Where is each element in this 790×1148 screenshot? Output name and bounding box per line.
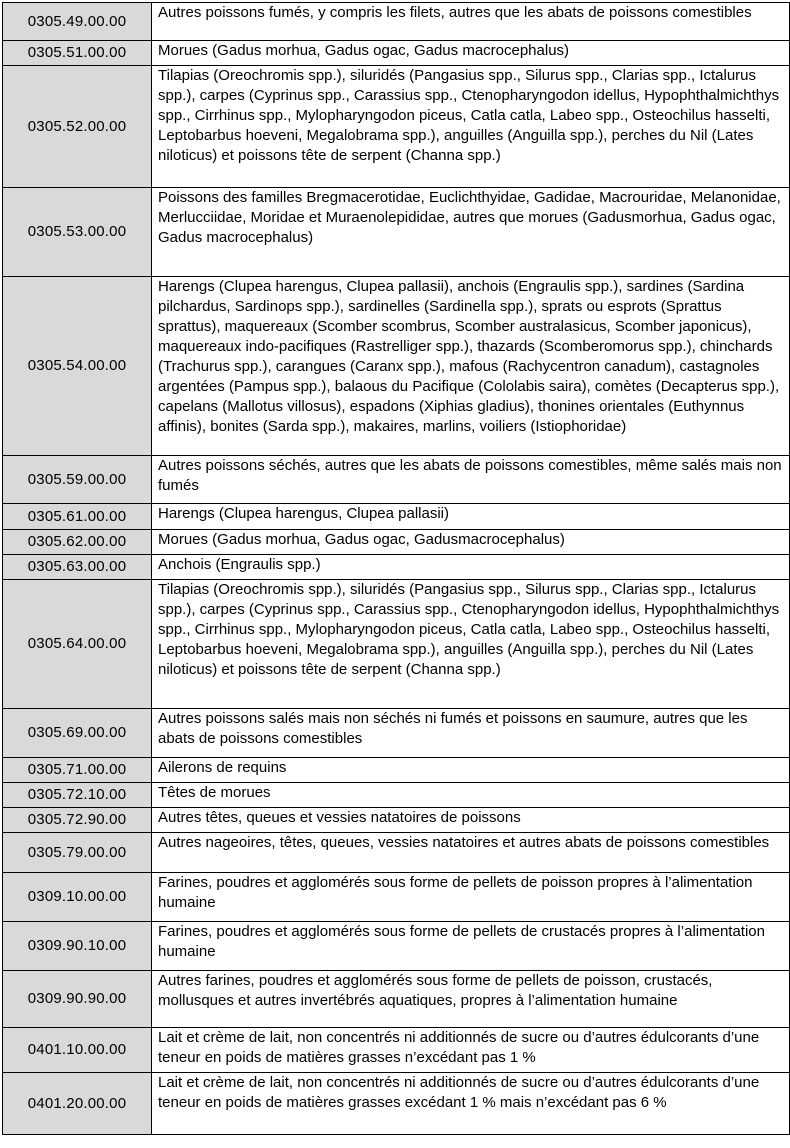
tariff-description: Autres nageoires, têtes, queues, vessies natatoires et autres abats de poissons comestibles [152,833,790,873]
table-row [3,971,790,1028]
tariff-description: Lait et crème de lait, non concentrés ni additionnés de sucre ou d’autres édulcorants d’une teneur en poids de matières grasses excédant 1 % mais n’excédant pas 6 % [152,1073,790,1135]
tariff-description: Farines, poudres et agglomérés sous forme de pellets de crustacés propres à l’alimentation humaine [152,922,790,971]
tariff-description: Anchois (Engraulis spp.) [152,555,790,580]
tariff-description: Autres têtes, queues et vessies natatoires de poissons [152,808,790,833]
tariff-code: 0401.20.00.00 [3,1073,152,1135]
tariff-code: 0401.10.00.00 [3,1028,152,1073]
tariff-code: 0305.79.00.00 [3,833,152,873]
tariff-code: 0309.90.10.00 [3,922,152,971]
tariff-description: Lait et crème de lait, non concentrés ni additionnés de sucre ou d’autres édulcorants d’une teneur en poids de matières grasses n’excédant pas 1 % [152,1028,790,1073]
tariff-code: 0305.51.00.00 [3,41,152,66]
tariff-code: 0305.64.00.00 [3,580,152,709]
table-row [3,41,790,66]
tariff-description: Morues (Gadus morhua, Gadus ogac, Gadus macrocephalus) [152,41,790,66]
tariff-description: Autres poissons fumés, y compris les filets, autres que les abats de poissons comestibles [152,3,790,41]
tariff-description: Autres farines, poudres et agglomérés sous forme de pellets de poisson, crustacés, mollusques et autres invertébrés aquatiques, propres à l’alimentation humaine [152,971,790,1028]
tariff-description: Autres poissons salés mais non séchés ni fumés et poissons en saumure, autres que les abats de poissons comestibles [152,709,790,758]
table-row [3,504,790,530]
tariff-description: Poissons des familles Bregmacerotidae, Euclichthyidae, Gadidae, Macrouridae, Melanonidae, Merlucciidae, Moridae et Muraenolepididae, autres que morues (Gadusmorhua, Gadus ogac, Gadus macrocephalus) [152,188,790,277]
table-row [3,1073,790,1135]
tariff-description: Têtes de morues [152,783,790,808]
table-row [3,3,790,41]
tariff-code: 0305.69.00.00 [3,709,152,758]
table-row [3,873,790,922]
table-row [3,1028,790,1073]
table-row [3,758,790,783]
tariff-code: 0305.72.10.00 [3,783,152,808]
tariff-description: Harengs (Clupea harengus, Clupea pallasii), anchois (Engraulis spp.), sardines (Sardina pilchardus, Sardinops spp.), sardinelles (Sardinella spp.), sprats ou esprots (Sprattus sprattus), maquereaux (Scomber scombrus, Scomber australasicus, Scomber japonicus), maquereaux indo-pacifiques (Rastrelliger spp.), thazards (Scomberomorus spp.), chinchards (Trachurus spp.), carangues (Caranx spp.), mafous (Rachycentron canadum), castagnoles argentées (Pampus spp.), balaous du Pacifique (Cololabis saira), comètes (Decapterus spp.), capelans (Mallotus villosus), espadons (Xiphias gladius), thonines orientales (Euthynnus affinis), bonites (Sarda spp.), makaires, marlins, voiliers (Istiophoridae) [152,277,790,456]
table-row [3,580,790,709]
table-row [3,922,790,971]
tariff-description: Harengs (Clupea harengus, Clupea pallasii) [152,504,790,530]
table-row [3,783,790,808]
tariff-code: 0305.72.90.00 [3,808,152,833]
tariff-description: Tilapias (Oreochromis spp.), siluridés (Pangasius spp., Silurus spp., Clarias spp., Ictalurus spp.), carpes (Cyprinus spp., Carassius spp., Ctenopharyngodon idellus, Hypophthalmichthys spp., Cirrhinus spp., Mylopharyngodon piceus, Catla catla, Labeo spp., Osteochilus hasselti, Leptobarbus hoeveni, Megalobrama spp.), anguilles (Anguilla spp.), perches du Nil (Lates niloticus) et poissons tête de serpent (Channa spp.) [152,580,790,709]
table-row [3,530,790,555]
tariff-description: Morues (Gadus morhua, Gadus ogac, Gadusmacrocephalus) [152,530,790,555]
table-row [3,555,790,580]
tariff-code: 0305.61.00.00 [3,504,152,530]
table-row [3,833,790,873]
table-row [3,188,790,277]
tariff-code: 0309.10.00.00 [3,873,152,922]
table-row [3,456,790,504]
table-row [3,808,790,833]
tariff-code: 0305.59.00.00 [3,456,152,504]
table-row [3,277,790,456]
tariff-table [2,2,790,1135]
tariff-description: Tilapias (Oreochromis spp.), siluridés (Pangasius spp., Silurus spp., Clarias spp., Ictalurus spp.), carpes (Cyprinus spp., Carassius spp., Ctenopharyngodon idellus, Hypophthalmichthys spp., Cirrhinus spp., Mylopharyngodon piceus, Catla catla, Labeo spp., Osteochilus hasselti, Leptobarbus hoeveni, Megalobrama spp.), anguilles (Anguilla spp.), perches du Nil (Lates niloticus) et poissons tête de serpent (Channa spp.) [152,66,790,188]
tariff-description: Farines, poudres et agglomérés sous forme de pellets de poisson propres à l’alimentation humaine [152,873,790,922]
tariff-code: 0309.90.90.00 [3,971,152,1028]
tariff-code: 0305.71.00.00 [3,758,152,783]
tariff-code: 0305.52.00.00 [3,66,152,188]
tariff-code: 0305.53.00.00 [3,188,152,277]
tariff-code: 0305.54.00.00 [3,277,152,456]
table-row [3,709,790,758]
tariff-table-body [3,3,790,1135]
table-row [3,66,790,188]
tariff-description: Autres poissons séchés, autres que les abats de poissons comestibles, même salés mais non fumés [152,456,790,504]
tariff-code: 0305.49.00.00 [3,3,152,41]
tariff-description: Ailerons de requins [152,758,790,783]
tariff-code: 0305.63.00.00 [3,555,152,580]
tariff-code: 0305.62.00.00 [3,530,152,555]
